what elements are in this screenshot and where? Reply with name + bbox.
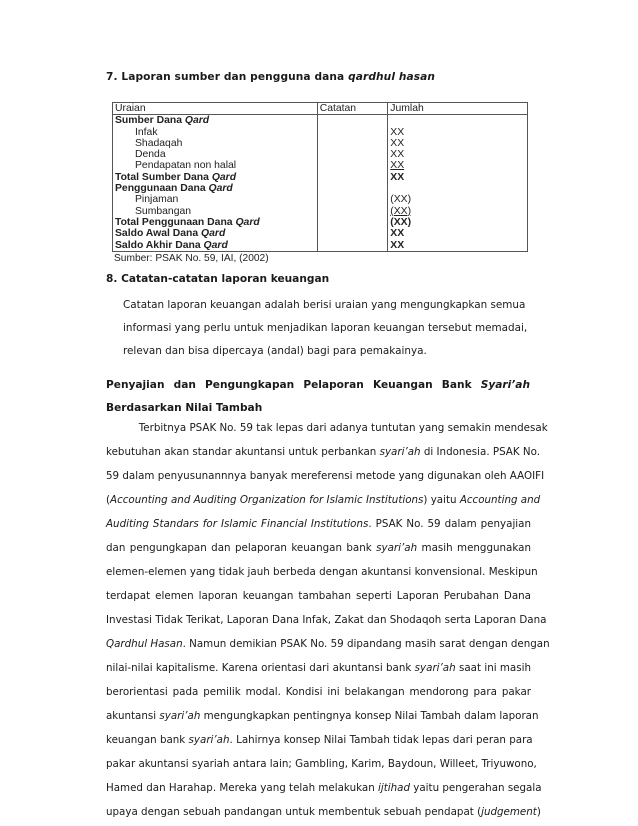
qardhul-hasan-table — [112, 102, 528, 265]
row-catatan — [317, 172, 388, 183]
body-line: terdapat elemen laporan keuangan tambahan seperti Laporan Perubahan Dana — [106, 590, 531, 602]
row-catatan — [317, 115, 388, 127]
row-catatan — [317, 206, 388, 217]
table-row — [113, 194, 528, 205]
row-label: Infak — [113, 127, 318, 138]
row-catatan — [317, 217, 388, 228]
body-line: pakar akuntansi syariah antara lain; Gambling, Karim, Baydoun, Willeet, Triyuwono, — [106, 758, 537, 770]
row-label: Saldo Awal Dana Qard — [113, 228, 318, 239]
body-line: nilai-nilai kapitalisme. Karena orientasi dari akuntansi bank syari’ah saat ini masih — [106, 662, 531, 674]
row-jumlah — [388, 183, 528, 194]
row-jumlah: (XX) — [390, 216, 412, 228]
row-catatan — [317, 194, 388, 205]
row-catatan — [317, 228, 388, 239]
row-label: Pendapatan non halal — [113, 160, 318, 171]
section-7-heading: 7. Laporan sumber dan pengguna dana qardhul hasan — [106, 71, 436, 83]
row-jumlah — [388, 115, 528, 127]
body-line: Qardhul Hasan. Namun demikian PSAK No. 59 dipandang masih sarat dengan dengan — [106, 638, 550, 650]
table-row — [113, 127, 528, 138]
row-label: Total Penggunaan Dana Qard — [113, 217, 318, 228]
body-line: dan pengungkapan dan pelaporan keuangan bank syari’ah masih menggunakan — [106, 542, 531, 554]
body-line: elemen-elemen yang tidak jauh berbeda dengan akuntansi konvensional. Meskipun — [106, 566, 538, 578]
row-catatan — [317, 149, 388, 160]
row-jumlah: XX — [390, 239, 405, 251]
table-row — [113, 138, 528, 149]
body-line: Hamed dan Harahap. Mereka yang telah melakukan ijtihad yaitu pengerahan segala — [106, 782, 542, 794]
row-label: Denda — [113, 149, 318, 160]
row-label: Pinjaman — [113, 194, 318, 205]
row-jumlah: XX — [390, 149, 405, 161]
col-header-uraian: Uraian — [113, 103, 318, 115]
body-line: keuangan bank syari’ah. Lahirnya konsep Nilai Tambah tidak lepas dari peran para — [106, 734, 533, 746]
section-8-paragraph — [123, 294, 543, 363]
row-catatan — [317, 160, 388, 171]
table-row — [113, 183, 528, 194]
row-catatan — [317, 183, 388, 194]
row-jumlah: XX — [390, 137, 405, 149]
table-source: Sumber: PSAK No. 59, IAI, (2002) — [114, 252, 269, 264]
row-jumlah: (XX) — [390, 194, 412, 206]
row-jumlah: (XX) — [390, 205, 412, 217]
table-row — [113, 240, 528, 252]
body-line: Investasi Tidak Terikat, Laporan Dana Infak, Zakat dan Shodaqoh serta Laporan Dana — [106, 614, 547, 626]
col-header-jumlah: Jumlah — [388, 103, 528, 115]
section-8-heading: 8. Catatan-catatan laporan keuangan — [106, 273, 330, 285]
row-label: Shadaqah — [113, 138, 318, 149]
body-line: Auditing Standars for Islamic Financial Institutions. PSAK No. 59 dalam penyajian — [106, 518, 531, 530]
row-catatan — [317, 138, 388, 149]
row-label: Penggunaan Dana Qard — [113, 183, 318, 194]
table-row — [113, 160, 528, 171]
body-paragraph — [106, 416, 550, 824]
row-jumlah: XX — [390, 171, 405, 183]
table-row — [113, 228, 528, 239]
row-jumlah: XX — [390, 228, 405, 240]
row-label: Saldo Akhir Dana Qard — [113, 240, 318, 252]
paragraph-line: relevan dan bisa dipercaya (andal) bagi para pemakainya. — [123, 345, 427, 357]
section-heading: Penyajian dan Pengungkapan Pelaporan Keuangan Bank Syari’ah Berdasarkan Nilai Tambah — [106, 379, 530, 414]
row-jumlah: XX — [390, 126, 405, 138]
body-line: upaya dengan sebuah pandangan untuk membentuk sebuah pendapat (judgement) — [106, 806, 541, 818]
row-label: Sumbangan — [113, 206, 318, 217]
body-line: berorientasi pada pemilik modal. Kondisi ini belakangan mendorong para pakar — [106, 686, 531, 698]
body-line: 59 dalam penyusunannnya banyak mereferensi metode yang digunakan oleh AAOIFI — [106, 470, 545, 482]
table-row — [113, 217, 528, 228]
body-line: kebutuhan akan standar akuntansi untuk perbankan syari’ah di Indonesia. PSAK No. — [106, 446, 540, 458]
row-catatan — [317, 240, 388, 252]
row-label: Total Sumber Dana Qard — [113, 172, 318, 183]
paragraph-line: Catatan laporan keuangan adalah berisi uraian yang mengungkapkan semua — [123, 299, 526, 311]
table-row — [113, 206, 528, 217]
table-row — [113, 172, 528, 183]
row-label: Sumber Dana Qard — [113, 115, 318, 127]
body-line: (Accounting and Auditing Organization for Islamic Institutions) yaitu Accounting and — [106, 494, 541, 506]
body-line: Terbitnya PSAK No. 59 tak lepas dari adanya tuntutan yang semakin mendesak — [106, 422, 548, 434]
paragraph-line: informasi yang perlu untuk menjadikan laporan keuangan tersebut memadai, — [123, 322, 528, 334]
body-line: akuntansi syari’ah mengungkapkan pentingnya konsep Nilai Tambah dalam laporan — [106, 710, 539, 722]
col-header-catatan: Catatan — [317, 103, 388, 115]
table-row — [113, 149, 528, 160]
row-jumlah: XX — [390, 160, 405, 172]
row-catatan — [317, 127, 388, 138]
table-row — [113, 115, 528, 127]
